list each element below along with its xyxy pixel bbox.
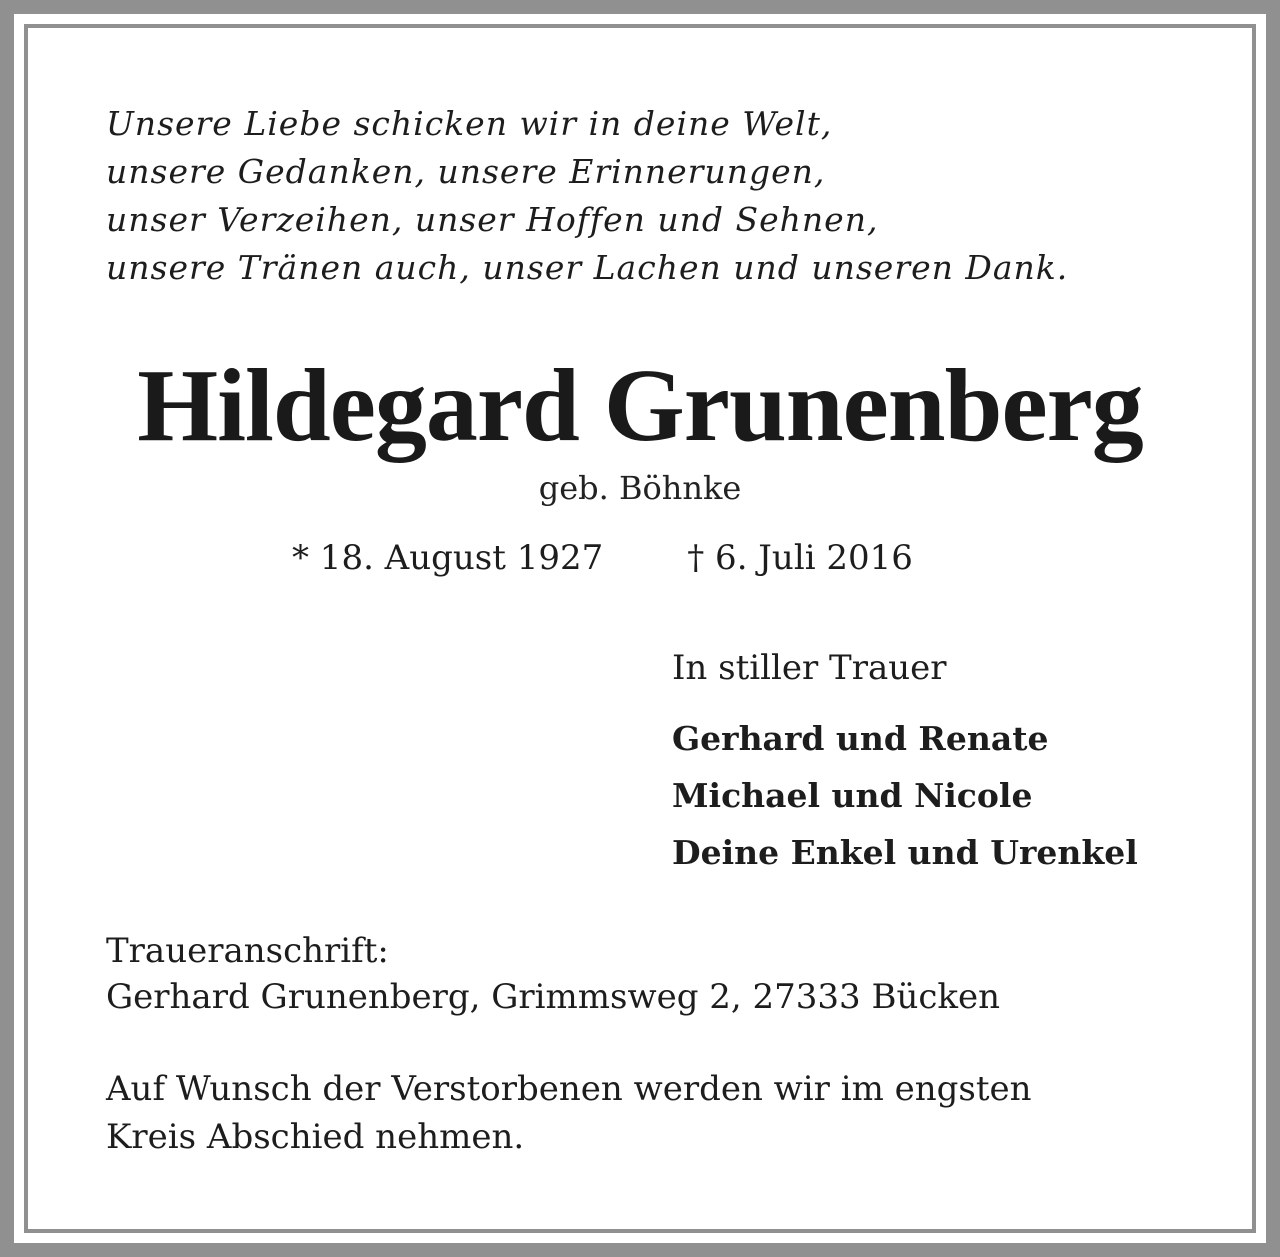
poem-line: unser Verzeihen, unser Hoffen und Sehnen, — [106, 200, 879, 239]
poem-line: unsere Gedanken, unsere Erinnerungen, — [106, 152, 826, 191]
mourner-name: Deine Enkel und Urenkel — [672, 833, 1138, 872]
farewell-line: Auf Wunsch der Verstorbenen werden wir im engsten — [106, 1069, 1032, 1109]
address-line: Gerhard Grunenberg, Grimmsweg 2, 27333 Bücken — [106, 977, 1001, 1017]
birth-date: * 18. August 1927 — [292, 538, 604, 578]
maiden-name: geb. Böhnke — [538, 469, 742, 507]
mourner-name: Michael und Nicole — [672, 776, 1033, 815]
poem-line: unsere Tränen auch, unser Lachen und unseren Dank. — [106, 248, 1069, 287]
life-dates — [292, 536, 913, 580]
poem-line: Unsere Liebe schicken wir in deine Welt, — [106, 104, 833, 143]
farewell-note — [106, 1065, 1032, 1161]
mourning-address — [106, 928, 1000, 1020]
mourners-block — [672, 646, 1138, 881]
border-gap — [14, 14, 1266, 1243]
farewell-line: Kreis Abschied nehmen. — [106, 1117, 525, 1157]
death-date: † 6. Juli 2016 — [687, 538, 913, 578]
deceased-name: Hildegard Grunenberg — [137, 348, 1143, 463]
address-label: Traueranschrift: — [106, 931, 389, 971]
mourner-name: Gerhard und Renate — [672, 719, 1049, 758]
memorial-poem — [106, 100, 1068, 292]
obituary-notice — [28, 28, 1252, 1229]
mourning-intro: In stiller Trauer — [672, 648, 947, 688]
inner-border-frame — [24, 24, 1256, 1233]
